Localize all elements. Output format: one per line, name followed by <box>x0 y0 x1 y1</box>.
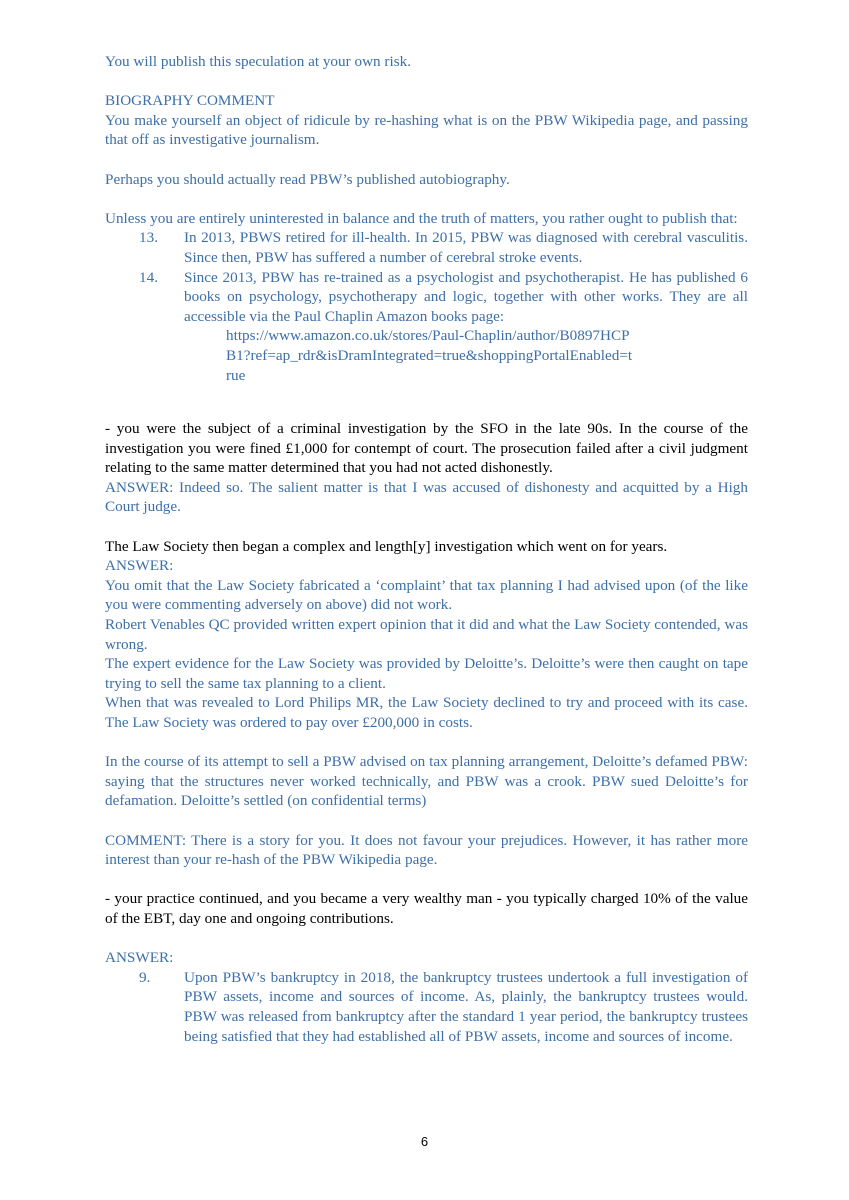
answer-label: ANSWER: <box>105 557 174 575</box>
law-society-answer-1: You omit that the Law Society fabricated a ‘complaint’ that tax planning I had advised upon (of the like you were commenting adversely on above) did not work. <box>105 576 748 614</box>
list-item-number: 14. <box>139 268 158 286</box>
list-item <box>139 228 748 267</box>
list-item <box>139 268 748 327</box>
answer-label-2: ANSWER: <box>105 949 174 967</box>
law-society-question: The Law Society then began a complex and length[y] investigation which went on for years. <box>105 537 668 555</box>
list-item-text: Since 2013, PBW has re-trained as a psychologist and psychotherapist. He has published 6 books on psychology, psychotherapy and logic, together with other works. They are all accessible via the Paul Chaplin Amazon books page: <box>184 268 748 325</box>
practice-question: - your practice continued, and you became a very wealthy man - you typically charged 10% of the value of the EBT, day one and ongoing contributions. <box>105 890 748 927</box>
comment-paragraph: COMMENT: There is a story for you. It does not favour your prejudices. However, it has rather more interest than your re-hash of the PBW Wikipedia page. <box>105 831 748 869</box>
law-society-answer-3: The expert evidence for the Law Society was provided by Deloitte’s. Deloitte’s were then caught on tape trying to sell the same tax planning to a client. <box>105 655 748 692</box>
warning-paragraph: You will publish this speculation at your own risk. <box>105 53 412 70</box>
law-society-answer-2: Robert Venables QC provided written expert opinion that it did and what the Law Society contended, was wrong. <box>105 616 748 653</box>
list-item-number: 13. <box>139 229 158 247</box>
list-item <box>139 968 748 1046</box>
balance-paragraph: Unless you are entirely uninterested in balance and the truth of matters, you rather ought to publish that: <box>105 209 738 227</box>
law-society-answer-4: When that was revealed to Lord Philips MR, the Law Society declined to try and proceed with its case. The Law Society was ordered to pay over £200,000 in costs. <box>105 694 748 731</box>
document-body <box>105 52 748 1046</box>
list-item-text: In 2013, PBWS retired for ill-health. In 2015, PBW was diagnosed with cerebral vasculitis. Since then, PBW has suffered a number of cerebral stroke events. <box>184 229 748 266</box>
deloitte-paragraph: In the course of its attempt to sell a PBW advised on tax planning arrangement, Deloitte’s defamed PBW: saying that the structures never worked technically, and PBW was a crook. PBW sued Deloitte’s for defamation. Deloitte’s settled (on confidential terms) <box>105 753 748 810</box>
sfo-answer: ANSWER: Indeed so. The salient matter is that I was accused of dishonesty and acquitted by a High Court judge. <box>105 478 748 516</box>
biography-comment: You make yourself an object of ridicule by re-hashing what is on the PBW Wikipedia page, and passing that off as investigative journalism. <box>105 111 748 149</box>
list-item-text: Upon PBW’s bankruptcy in 2018, the bankruptcy trustees undertook a full investigation of PBW assets, income and sources of income. As, plainly, the bankruptcy trustees would. PBW was released from bankruptcy after the standard 1 year period, the bankruptcy trustees being satisfied that they had established all of PBW assets, income and sources of income. <box>184 968 748 1045</box>
sfo-question: - you were the subject of a criminal investigation by the SFO in the late 90s. In the course of the investigation you were fined £1,000 for contempt of court. The prosecution failed after a civil judgment relating to the same matter determined that you had not acted dishonestly. <box>105 420 748 477</box>
biography-heading: BIOGRAPHY COMMENT <box>105 92 275 110</box>
amazon-url: https://www.amazon.co.uk/stores/Paul-Chaplin/author/B0897HCPB1?ref=ap_rdr&isDramIntegrated=true&shoppingPortalEnabled=true <box>226 327 633 384</box>
page-number: 6 <box>420 1134 429 1149</box>
list-item-number: 9. <box>139 968 151 986</box>
autobiography-paragraph: Perhaps you should actually read PBW’s published autobiography. <box>105 170 510 188</box>
